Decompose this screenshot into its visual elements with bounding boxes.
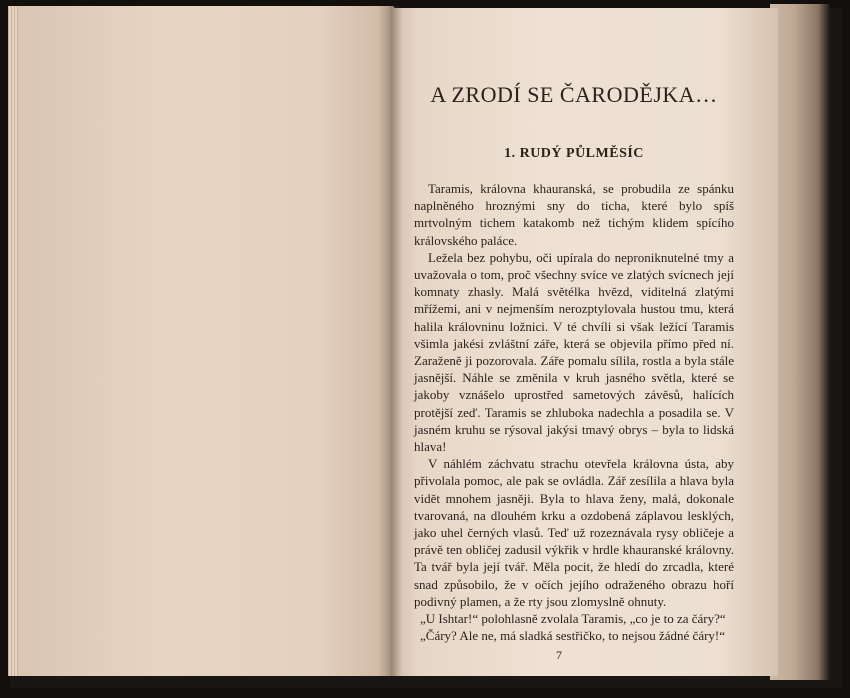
chapter-title: A ZRODÍ SE ČARODĚJKA…: [430, 82, 718, 107]
page-content: [414, 82, 734, 644]
left-page: [8, 6, 394, 676]
page-number: 7: [556, 648, 562, 662]
paragraph: Taramis, královna khauranská, se probudila ze spánku naplněného hroznými sny do ticha, které bylo spíš mrtvolným tichem katakomb než tichým klidem spícího královského paláce.: [414, 181, 734, 248]
right-page-edge: [770, 4, 830, 680]
section-title: 1. RUDÝ PŮLMĚSÍC: [504, 146, 644, 161]
book-gutter: [378, 6, 402, 676]
paragraph: „U Ishtar!“ polohlasně zvolala Taramis, „co je to za čáry?“: [420, 611, 726, 627]
paragraph: Ležela bez pohybu, oči upírala do neproniknutelné tmy a uvažovala o tom, proč všechny svíce ve zlatých svícnech její komnaty zhasly. Malá světélka hvězd, viditelná zlatými mřížemi, ani v nejmenším nerozptylovala hustou tmu, která halila královninu ložnici. V té chvíli si však ležící Taramis všimla jakési zvláštní záře, která se objevila přímo před ní. Zaraženě ji pozorovala. Záře pomalu sílila, rostla a byla stále jasnější. Náhle se změnila v kruh jasného světla, které se jakoby vznášelo uprostřed sametových závěsů, halících protější zeď. Taramis se zhluboka nadechla a posadila se. V jasném kruhu se rýsoval jakýsi tmavý obrys – byla to lidská hlava!: [414, 249, 734, 455]
page-edge-lines: [8, 6, 18, 676]
paragraph: V náhlém záchvatu strachu otevřela královna ústa, aby přivolala pomoc, ale pak se ovládla. Zář zesílila a hlava byla vidět mnohem jasněji. Byla to hlava ženy, malá, dokonale tvarovaná, na dlouhém krku a ozdobená záplavou lesklých, jako uhel černých vlasů. Teď už rozeznávala rysy obličeje a právě ten obličej zadusil výkřik v hrdle khauranské královny. Ta tvář byla její tvář. Měla pocit, že hledí do zrcadla, které snad způsobilo, že v očích jejího odraženého obrazu hoří podivný plamen, a že rty jsou zlomyslně ohnuty.: [414, 456, 734, 609]
paragraph: „Čáry? Ale ne, má sladká sestřičko, to nejsou žádné čáry!“: [420, 628, 726, 644]
